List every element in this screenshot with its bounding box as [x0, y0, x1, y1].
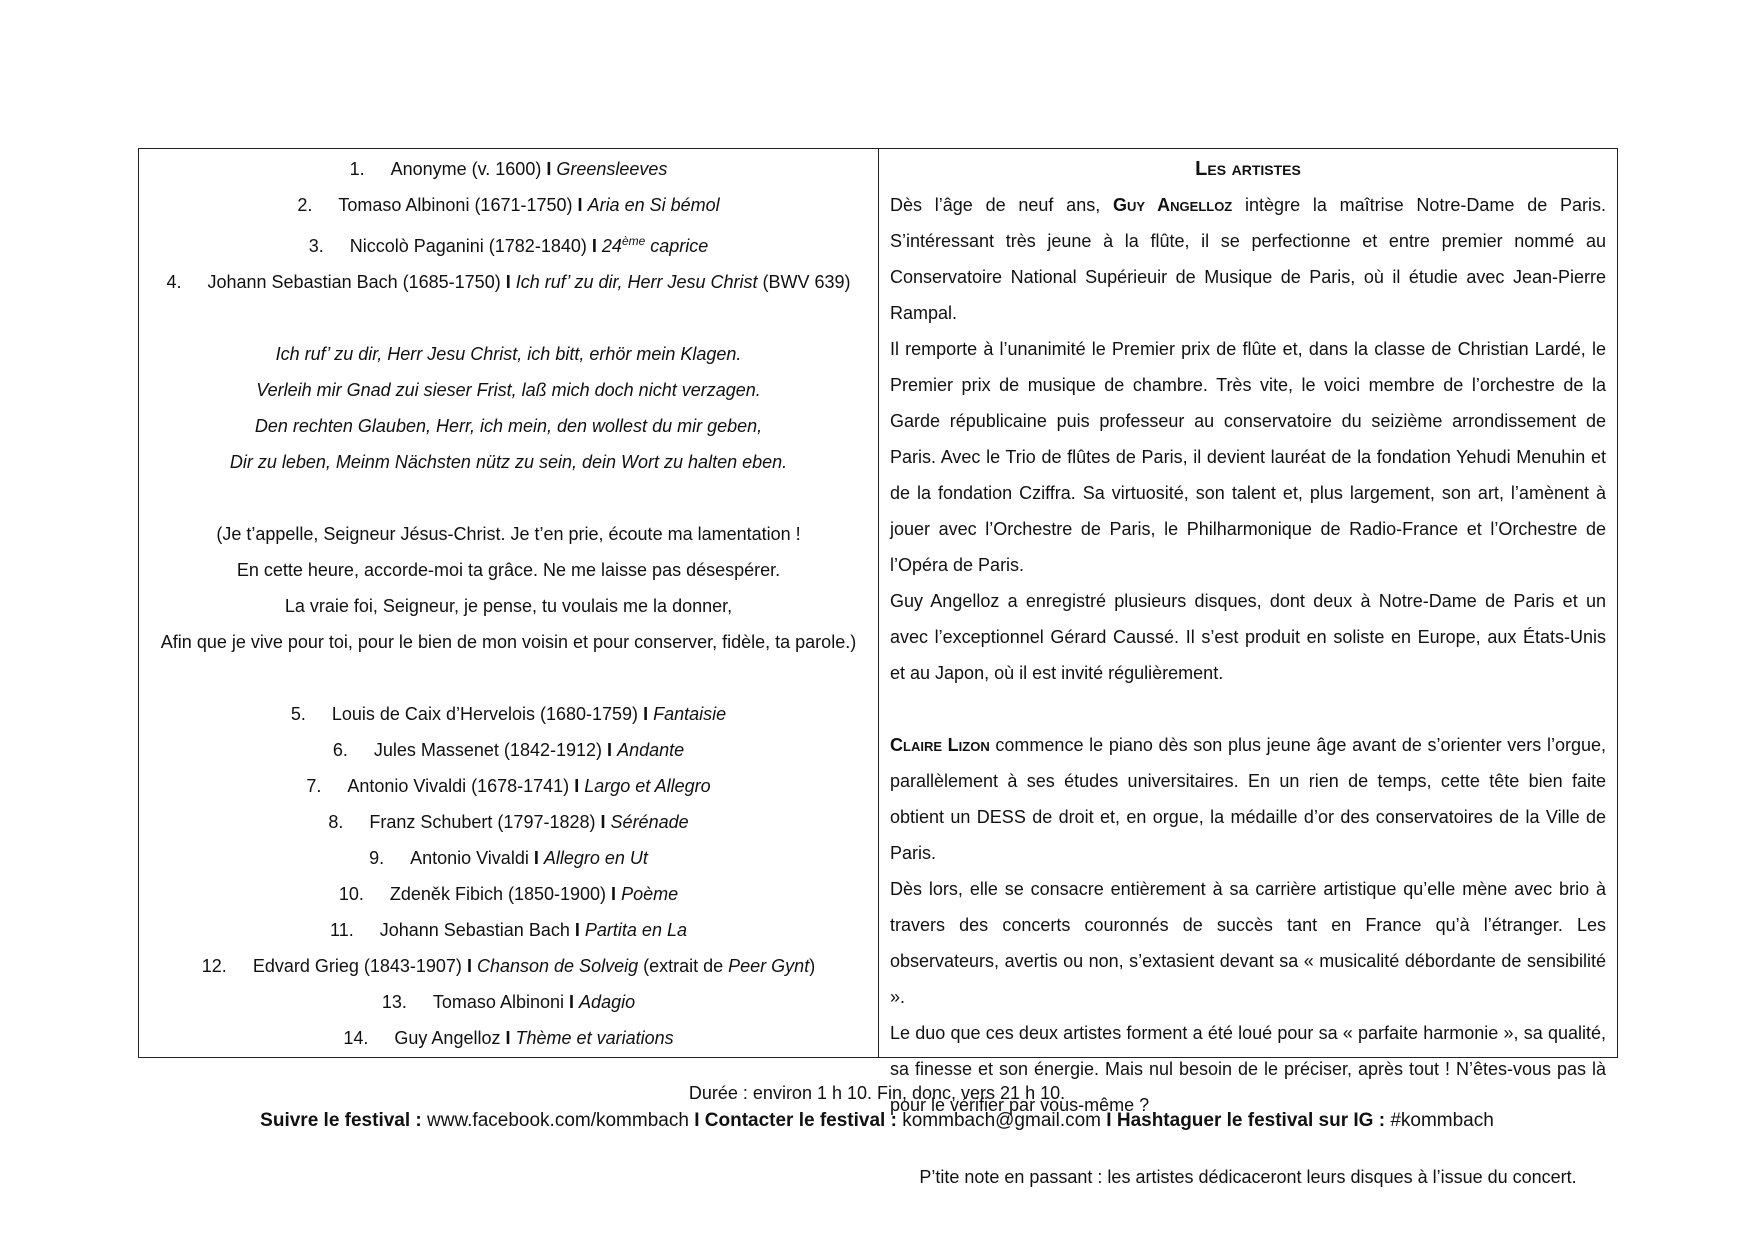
work-extra: )	[809, 956, 816, 976]
artist-name: Guy Angelloz	[1112, 195, 1233, 215]
program-item	[139, 696, 878, 732]
work-title: Fantaisie	[653, 704, 727, 724]
work-ordinal-number: 24	[601, 236, 622, 256]
work-title: Ich ruf’ zu dir, Herr Jesu Christ	[515, 272, 758, 292]
contact-label: Contacter le festival :	[699, 1110, 897, 1131]
item-number: 14.	[343, 1028, 369, 1048]
program-item	[139, 840, 878, 876]
composer: Guy Angelloz	[394, 1028, 501, 1048]
work-title: Thème et variations	[515, 1028, 674, 1048]
separator: I	[574, 776, 580, 796]
item-number: 6.	[332, 740, 348, 760]
lyric-line: Afin que je vive pour toi, pour le bien de mon voisin et pour conserver, fidèle, ta parole.)	[160, 632, 857, 652]
work-extra: (extrait de	[638, 956, 729, 976]
separator: I	[546, 159, 552, 179]
item-number: 10.	[338, 884, 364, 904]
composer: Niccolò Paganini (1782-1840)	[349, 236, 587, 256]
duration-line: Durée : environ 1 h 10. Fin, donc, vers 21 h 10.	[688, 1083, 1066, 1103]
work-title: caprice	[645, 236, 709, 256]
hashtag-value: #kommbach	[1385, 1110, 1494, 1131]
item-number: 5.	[290, 704, 306, 724]
program-item	[139, 804, 878, 840]
program-item	[139, 948, 878, 984]
work-title: Adagio	[579, 992, 636, 1012]
work-title: Greensleeves	[556, 159, 668, 179]
item-number: 11.	[330, 920, 354, 940]
lyric-line: La vraie foi, Seigneur, je pense, tu voulais me la donner,	[284, 596, 733, 616]
program-item	[139, 151, 878, 187]
item-number: 12.	[201, 956, 227, 976]
separator: I	[600, 812, 606, 832]
separator: I	[577, 195, 583, 215]
work-title: Partita en La	[584, 920, 687, 940]
work-title: Chanson de Solveig	[476, 956, 639, 976]
work-title: Peer Gynt	[728, 956, 810, 976]
lyric-line: Den rechten Glauben, Herr, ich mein, den wollest du mir geben,	[254, 416, 763, 436]
item-number: 1.	[349, 159, 365, 179]
work-title: Aria en Si bémol	[587, 195, 720, 215]
email-link[interactable]: kommbach@gmail.com	[896, 1110, 1107, 1131]
artist-bio-p2: Il remporte à l’unanimité le Premier prix de flûte et, dans la classe de Christian Lardé, le Premier prix de musique de chambre. Très vite, le voici membre de l’orchestre de la Garde républicaine puis professeur au conservatoire du seizième arrondissement de Paris. Avec le Trio de flûtes de Paris, il devient lauréat de la fondation Yehudi Menuhin et de la fondation Cziffra. Sa virtuosité, son talent et, plus largement, son art, l’amènent à jouer avec l’Orchestre de Paris, le Philharmonique de Radio-France et l’Orchestre de l’Opéra de Paris.	[890, 339, 1606, 575]
lyric-line: Verleih mir Gnad zui sieser Frist, laß mich doch nicht verzagen.	[256, 380, 761, 400]
program-item	[139, 732, 878, 768]
program-item	[139, 984, 878, 1020]
separator: I	[466, 956, 472, 976]
composer: Johann Sebastian Bach (1685-1750)	[207, 272, 501, 292]
work-superscript: ème	[621, 234, 646, 248]
separator: I	[643, 704, 649, 724]
separator: I	[574, 920, 580, 940]
item-number: 3.	[308, 236, 324, 256]
artists-title: Les artistes	[1195, 158, 1301, 180]
separator: I	[607, 740, 613, 760]
program-list-part1	[139, 151, 878, 300]
item-number: 8.	[328, 812, 344, 832]
work-title: Poème	[621, 884, 679, 904]
lyrics-french	[139, 516, 878, 660]
separator: I	[591, 236, 597, 256]
separator: I	[533, 848, 539, 868]
lyric-line: Dir zu leben, Meinm Nächsten nütz zu sein, dein Wort zu halten eben.	[229, 452, 788, 472]
artist-bio-p5: Dès lors, elle se consacre entièrement à sa carrière artistique qu’elle mène avec brio à travers des concerts couronnés de succès tant en France qu’à l’étranger. Les observateurs, avertis ou non, s’extasient devant sa « musicalité débordante de sensibilité ».	[890, 879, 1606, 1007]
work-title: Allegro en Ut	[543, 848, 648, 868]
composer: Edvard Grieg (1843-1907)	[252, 956, 462, 976]
composer: Anonyme (v. 1600)	[390, 159, 542, 179]
lyric-line: Ich ruf’ zu dir, Herr Jesu Christ, ich bitt, erhör mein Klagen.	[275, 344, 742, 364]
composer: Johann Sebastian Bach	[379, 920, 570, 940]
artist-bio-p1: Dès l’âge de neuf ans, Guy Angelloz intègre la maîtrise Notre-Dame de Paris. S’intéressant très jeune à la flûte, il se perfectionne et entre premier nommé au Conservatoire National Supérieuir de Musique de Paris, où il étudie avec Jean-Pierre Rampal.	[890, 195, 1607, 323]
work-extra: (BWV 639)	[757, 272, 851, 292]
artist-bio-p3: Guy Angelloz a enregistré plusieurs disques, dont deux à Notre-Dame de Paris et un avec l’exceptionnel Gérard Caussé. Il s’est produit en soliste en Europe, aux États-Unis et au Japon, où il est invité régulièrement.	[890, 591, 1606, 683]
program-item	[139, 187, 878, 223]
separator: I	[1106, 1110, 1112, 1131]
separator: I	[694, 1110, 700, 1131]
artist-bio-p6: Le duo que ces deux artistes forment a été loué pour sa « parfaite harmonie », sa qualité, sa finesse et son énergie. Mais nul besoin de le préciser, après tout ! N’êtes-vous pas là pour le vérifier par vous-même ?	[890, 1023, 1606, 1115]
program-list-part2	[139, 696, 878, 1056]
follow-label: Suivre le festival :	[260, 1110, 422, 1131]
composer: Jules Massenet (1842-1912)	[373, 740, 603, 760]
item-number: 2.	[297, 195, 313, 215]
program-item	[139, 768, 878, 804]
lyrics-german	[139, 336, 878, 480]
work-title: Largo et Allegro	[584, 776, 711, 796]
item-number: 9.	[369, 848, 385, 868]
program-column	[139, 149, 879, 1057]
composer: Tomaso Albinoni	[432, 992, 564, 1012]
composer: Antonio Vivaldi (1678-1741)	[347, 776, 570, 796]
composer: Antonio Vivaldi	[410, 848, 529, 868]
composer: Franz Schubert (1797-1828)	[369, 812, 596, 832]
hashtag-label: Hashtaguer le festival sur IG :	[1111, 1110, 1386, 1131]
item-number: 13.	[381, 992, 407, 1012]
program-item	[139, 912, 878, 948]
separator: I	[505, 1028, 511, 1048]
work-title: Sérénade	[610, 812, 689, 832]
lyric-line: (Je t’appelle, Seigneur Jésus-Christ. Je t’en prie, écoute ma lamentation !	[216, 524, 801, 544]
item-number: 7.	[306, 776, 322, 796]
artist-name: Claire Lizon	[890, 735, 990, 755]
festival-contact-line	[0, 1110, 1754, 1132]
composer: Louis de Caix d’Hervelois (1680-1759)	[331, 704, 639, 724]
separator: I	[505, 272, 511, 292]
facebook-link[interactable]: www.facebook.com/kommbach	[421, 1110, 695, 1131]
dedication-note: P’tite note en passant : les artistes dédicaceront leurs disques à l’issue du concert.	[919, 1167, 1577, 1187]
lyric-line: En cette heure, accorde-moi ta grâce. Ne me laisse pas désespérer.	[236, 560, 781, 580]
separator: I	[611, 884, 617, 904]
item-number: 4.	[166, 272, 182, 292]
program-item	[139, 264, 878, 300]
composer: Tomaso Albinoni (1671-1750)	[338, 195, 573, 215]
work-title: Andante	[617, 740, 685, 760]
separator: I	[569, 992, 575, 1012]
composer: Zdeněk Fibich (1850-1900)	[389, 884, 607, 904]
program-item	[139, 876, 878, 912]
program-item	[139, 223, 878, 264]
artist-bio-p4: Claire Lizon commence le piano dès son plus jeune âge avant de s’orienter vers l’orgue, parallèlement à ses études universitaires. En un rien de temps, cette tête bien faite obtient un DESS de droit et, en orgue, la médaille d’or des conservatoires de la Ville de Paris.	[890, 735, 1606, 863]
program-item	[139, 1020, 878, 1056]
